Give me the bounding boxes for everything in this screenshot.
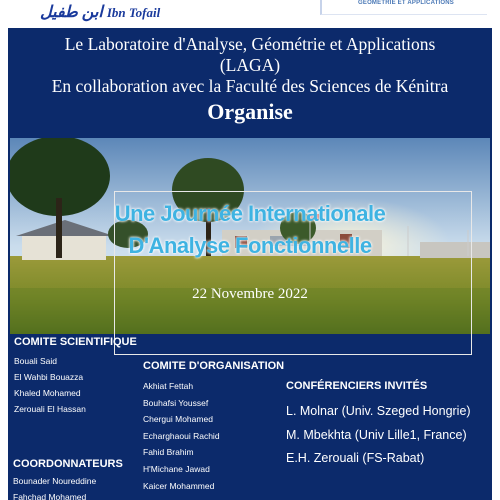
list-item: Echarghaoui Rachid [143,430,220,441]
list-item: M. Mbekhta (Univ Lille1, France) [286,427,467,442]
event-title-line2: D'Analyse Fonctionnelle [128,233,372,258]
conferenciers-invites [286,380,471,471]
list-item: El Wahbi Bouazza [14,372,84,382]
list-item: Fahid Brahim [143,447,194,458]
event-title [8,198,492,262]
event-date: 22 Novembre 2022 [192,286,308,302]
laga-logo-text: GÉOMETRIE ET APPLICATIONS [358,0,455,6]
header-organise: Organise [207,99,293,124]
header-line-collaboration: En collaboration avec la Faculté des Sciences de Kénitra [51,76,449,96]
event-title-line1: Une Journée Internationale [114,201,386,226]
header-block [8,34,492,125]
list-item: L. Molnar (Univ. Szeged Hongrie) [286,404,471,418]
comite-organisation [143,360,284,494]
university-logo-arabic: ابن طفيل [40,4,103,21]
list-item: H'Michane Jawad [143,463,210,474]
list-item: Akhiat Fettah [143,381,194,391]
comite-scientifique [14,336,137,417]
comite-organisation-heading: COMITE D'ORGANISATION [143,360,285,372]
laga-logo [320,0,487,15]
university-logo [40,2,160,22]
list-item: Fahchad Mohamed [13,492,87,500]
list-item: Bouali Said [14,356,58,366]
comite-scientifique-heading: COMITE SCIENTIFIQUE [14,336,137,348]
list-item: Bounader Noureddine [13,476,97,486]
list-item: Kaicer Mohammed [143,480,215,491]
poster [8,28,492,500]
top-logo-bar [0,0,500,28]
coordonnateurs [13,458,123,500]
list-item: E.H. Zerouali (FS-Rabat) [286,451,425,465]
list-item: Chergui Mohamed [143,414,213,425]
list-item: Khaled Mohamed [14,388,81,398]
header-line-lab: Le Laboratoire d'Analyse, Géométrie et Applications [64,34,436,54]
university-logo-latin: Ibn Tofail [106,5,161,20]
coordonnateurs-heading: COORDONNATEURS [13,458,123,470]
list-item: Zerouali El Hassan [14,404,86,414]
header-line-acronym: (LAGA) [219,55,281,75]
list-item: Bouhafsi Youssef [143,397,209,408]
conferenciers-heading: CONFÉRENCIERS INVITÉS [286,380,428,392]
